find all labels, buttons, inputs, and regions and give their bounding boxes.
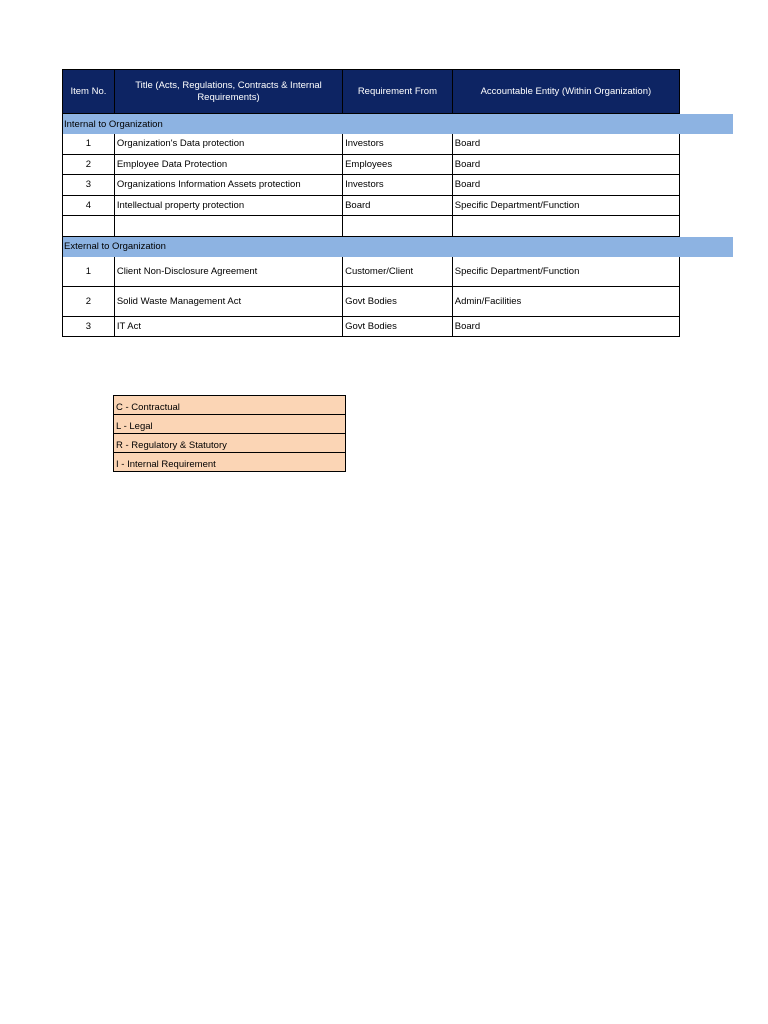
accountable-entity: Specific Department/Function: [454, 199, 580, 211]
item-number: 3: [63, 175, 115, 195]
section-external-label: External to Organization: [64, 241, 166, 252]
compliance-register-table: [62, 69, 733, 337]
table-row: [62, 287, 680, 317]
table-row-empty: [62, 216, 680, 237]
item-number: 1: [63, 134, 115, 154]
requirement-type-legend: [113, 395, 346, 472]
table-row: [62, 175, 680, 196]
section-internal-label: Internal to Organization: [64, 118, 163, 130]
item-title: Intellectual property protection: [115, 196, 343, 216]
item-title: [115, 216, 343, 236]
item-number: 3: [63, 317, 115, 336]
table-row: [62, 134, 680, 155]
table-row: [62, 196, 680, 217]
accountable-entity: Board: [454, 138, 481, 150]
item-number: 2: [63, 155, 115, 175]
item-number: [63, 216, 115, 236]
item-title: Solid Waste Management Act: [115, 287, 343, 316]
requirement-from: Board: [343, 196, 453, 216]
requirement-from: Govt Bodies: [343, 317, 453, 336]
requirement-from: Investors: [343, 175, 453, 195]
requirement-from: Govt Bodies: [343, 287, 453, 316]
legend-item-regulatory: R - Regulatory & Statutory: [114, 434, 345, 453]
item-number: 4: [63, 196, 115, 216]
accountable-entity: Board: [454, 179, 481, 191]
requirement-from: Investors: [343, 134, 453, 154]
table-row: [62, 317, 680, 337]
table-row: [62, 155, 680, 176]
item-title: Organization's Data protection: [115, 134, 343, 154]
accountable-entity: Specific Department/Function: [454, 265, 580, 277]
item-title: Client Non-Disclosure Agreement: [115, 257, 343, 286]
legend-item-internal: I - Internal Requirement: [114, 453, 345, 472]
requirement-from: [343, 216, 453, 236]
header-accountable-entity: Accountable Entity (Within Organization): [480, 85, 652, 97]
item-title: Organizations Information Assets protection: [115, 175, 343, 195]
section-external: [62, 237, 733, 257]
section-internal: [62, 114, 733, 134]
table-header-row: [62, 69, 680, 114]
header-title: Title (Acts, Regulations, Contracts & Internal Requirements): [115, 70, 343, 113]
requirement-from: Customer/Client: [343, 257, 453, 286]
header-item-no: Item No.: [63, 70, 115, 113]
requirement-from: Employees: [343, 155, 453, 175]
accountable-entity: [453, 216, 679, 236]
item-title: Employee Data Protection: [115, 155, 343, 175]
legend-item-legal: L - Legal: [114, 415, 345, 434]
header-requirement-from: Requirement From: [343, 70, 453, 113]
item-title: IT Act: [115, 317, 343, 336]
accountable-entity: Board: [454, 320, 481, 332]
item-number: 2: [63, 287, 115, 316]
accountable-entity: Board: [454, 158, 481, 170]
table-row: [62, 257, 680, 287]
accountable-entity: Admin/Facilities: [454, 295, 522, 307]
item-number: 1: [63, 257, 115, 286]
legend-item-contractual: C - Contractual: [114, 396, 345, 415]
